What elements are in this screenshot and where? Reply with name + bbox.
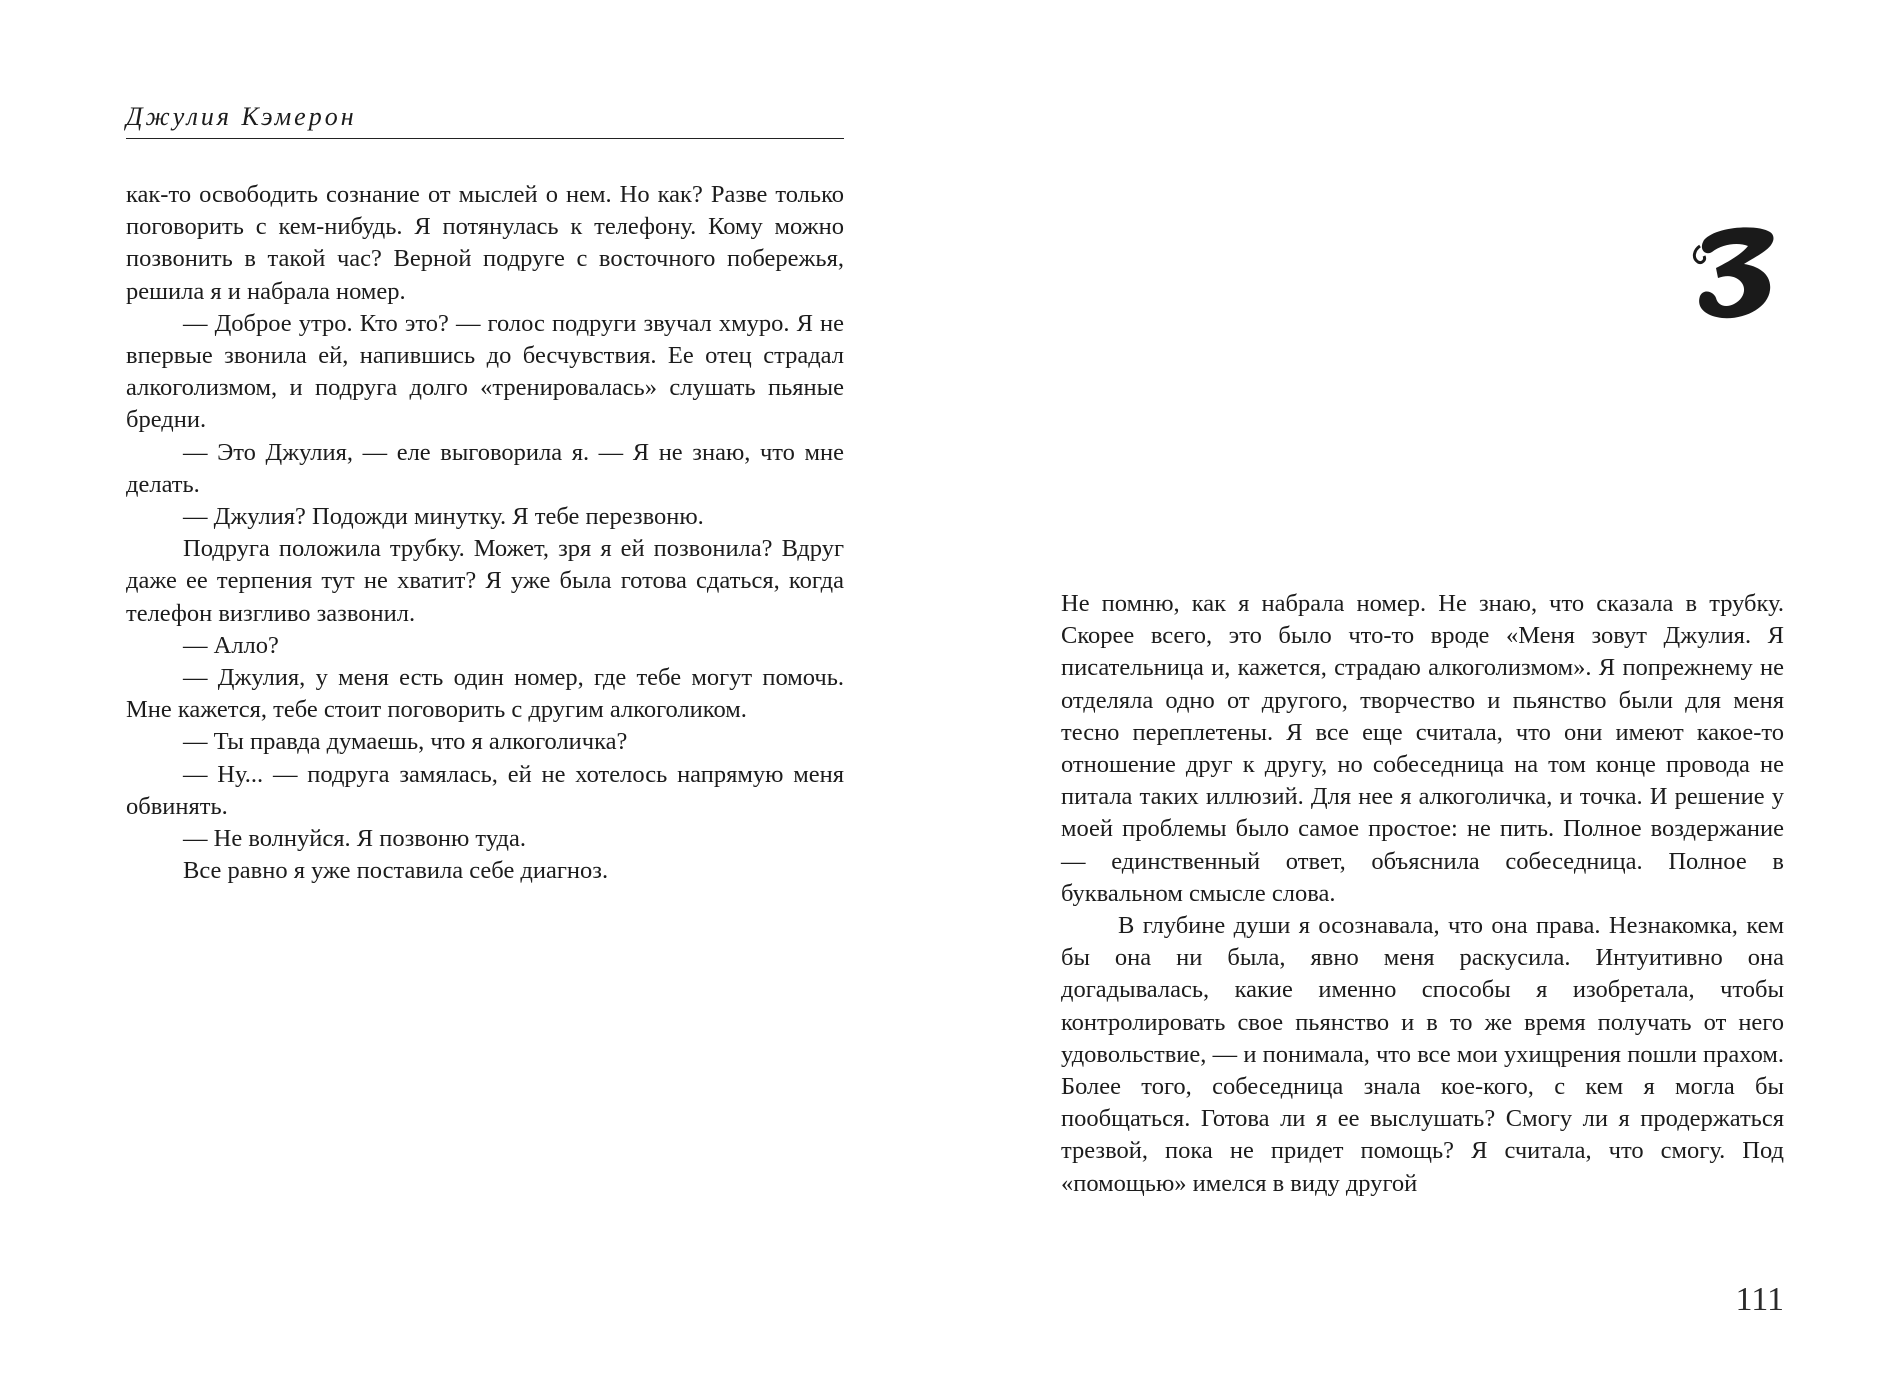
page-number: 111 <box>1735 1281 1784 1318</box>
paragraph: — Джулия? Подожди минутку. Я тебе перезвоню. <box>183 503 704 531</box>
left-page-text <box>126 179 844 887</box>
chapter-number <box>1688 222 1783 322</box>
paragraph: — Джулия, у меня есть один номер, где тебе могут помочь. Мне кажется, тебе стоит поговорить с другим алкоголиком. <box>126 664 844 724</box>
paragraph: — Доброе утро. Кто это? — голос подруги звучал хмуро. Я не впервые звонила ей, напившись до бесчувствия. Ее отец страдал алкоголизмом, и подруга долго «тренировалась» слушать пьяные бредни. <box>126 309 844 434</box>
paragraph: — Алло? <box>183 631 279 659</box>
chapter-number-glyph <box>1699 227 1773 318</box>
right-page-text <box>1061 588 1784 1200</box>
paragraph: — Ну... — подруга замялась, ей не хотелось напрямую меня обвинять. <box>126 760 844 820</box>
paragraph: Не помню, как я набрала номер. Не знаю, что сказала в трубку. Скорее всего, это было что-то вроде «Меня зовут Джулия. Я писательница и, кажется, страдаю алкоголизмом». Я попрежнему не отделяла одно от другого, творчество и пьянство были для меня тесно переплетены. Я все еще считала, что они имеют какое-то отношение друг к другу, но собеседница на том конце провода не питала таких иллюзий. Для нее я алкоголичка, и точка. И решение у моей проблемы было самое простое: не пить. Полное воздержание — единственный ответ, объяснила собеседница. Полное в буквальном смысле слова. <box>1061 590 1784 907</box>
paragraph: — Не волнуйся. Я позвоню туда. <box>183 825 526 853</box>
paragraph: Все равно я уже поставила себе диагноз. <box>183 857 609 885</box>
paragraph: как-то освободить сознание от мыслей о нем. Но как? Разве только поговорить с кем-нибудь. Я потянулась к телефону. Кому можно позвонить в такой час? Верной подруге с восточного побережья, решила я и набрала номер. <box>126 181 844 305</box>
paragraph: — Это Джулия, — еле выговорила я. — Я не знаю, что мне делать. <box>126 438 844 498</box>
paragraph: Подруга положила трубку. Может, зря я ей позвонила? Вдруг даже ее терпения тут не хватит? Я уже была готова сдаться, когда телефон визгливо зазвонил. <box>126 535 844 627</box>
left-page <box>126 100 844 887</box>
paragraph: — Ты правда думаешь, что я алкоголичка? <box>183 728 628 756</box>
running-head: Джулия Кэмерон <box>126 100 844 139</box>
paragraph: В глубине души я осознавала, что она права. Незнакомка, кем бы она ни была, явно меня раскусила. Интуитивно она догадывалась, какие именно способы я изобретала, чтобы контролировать свое пьянство и в то же время получать от него удовольствие, — и понимала, что все мои ухищрения пошли прахом. Более того, собеседница знала кое-кого, с кем я могла бы пообщаться. Готова ли я ее выслушать? Смогу ли я продержаться трезвой, пока не придет помощь? Я считала, что смогу. Под «помощью» имелся в виду другой <box>1061 912 1784 1197</box>
